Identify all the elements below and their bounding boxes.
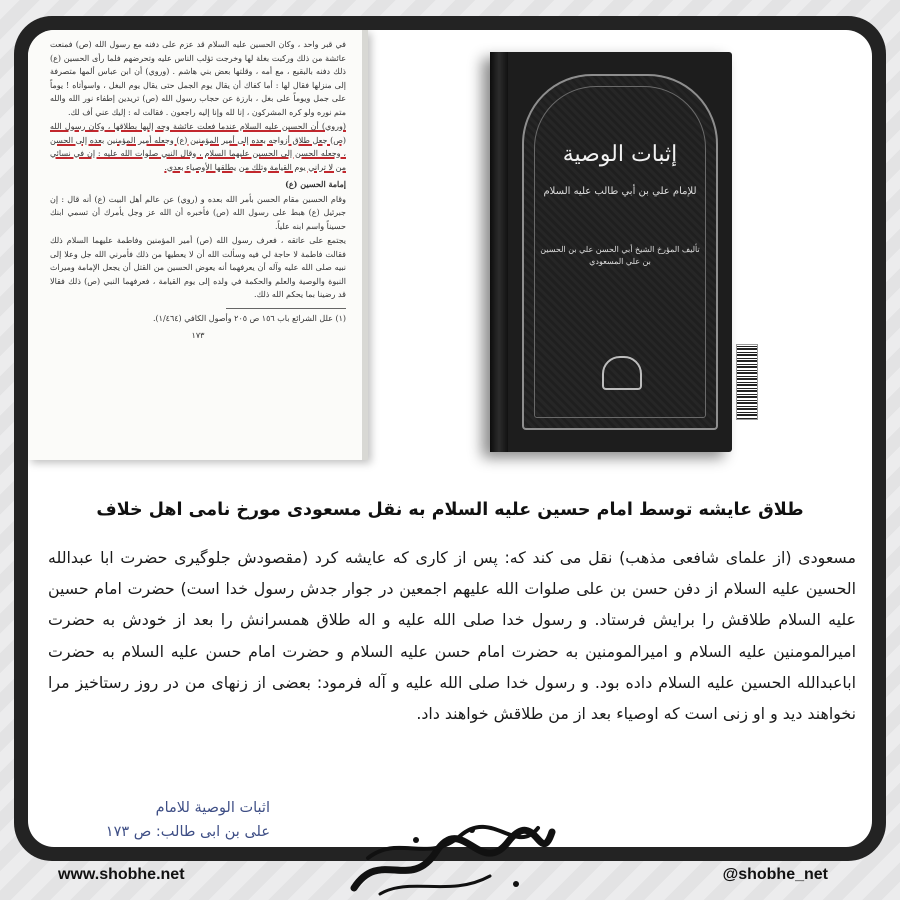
- library-barcode-sticker: [736, 344, 758, 420]
- cover-title: إثبات الوصية: [562, 142, 678, 167]
- page-paragraph-1: في قبر واحد ، وكان الحسين عليه السلام قد عزم على دفنه مع رسول الله (ص) فمنعت عائشة من ذلك وركبت بغلة لها وخرجت تؤلب الناس عليه وتحرضهم فلما رأى الحسين (ع) ذلك دفنه بالبقيع ، مع أمه ، وقلتها بعض بني هاشم . (وروي) أن ابن عباس ألمها متصرفة إلى منزلها فقال لها : أما كفاك أن يقال يوم الجمل حتى يقال يوم البغل ، واسوأتاه ! يوماً على جمل ويوماً على بغل ، بارزة عن حجاب رسول الله (ص) تريدين إطفاء نور الله والله متم نوره ولو كره المشركون ، إنا لله وإنا إليه راجعون . فقالت له : إليك عني أف لك.: [50, 40, 346, 117]
- page-footnote: (١) علل الشرائع باب ١٥٦ ص ٢٠٥ وأصول الكافي (١/٤٦٤).: [152, 313, 346, 323]
- content-panel: [28, 30, 872, 847]
- cover-subtitle-line: للإمام علي بن أبي طالب عليه السلام: [543, 186, 697, 197]
- page-paragraph-underlined: (وروي) أن الحسين عليه السلام عندما فعلت عائشة وجه إليها بطلاقها ، وكان رسول الله (ص) جعل طلاق أزواجه بعده إلى أمير المؤمنين (ع) وجعله أمير المؤمنين بعده إلى الحسن ، وجعله الحسن إلى الحسين عليهما السلام ، وقال النبي صلوات الله عليه : إن في نسائي من لا تراني يوم القيامة وتلك من يطلقها الأوصياء بعدي.: [50, 122, 346, 172]
- cover-ornament-frame: [522, 74, 718, 430]
- cover-subtitle: [524, 184, 716, 268]
- publisher-emblem-icon: [602, 356, 642, 390]
- book-cover: [490, 52, 732, 452]
- book-spine: [490, 52, 508, 452]
- article-heading: طلاق عایشه توسط امام حسین علیه السلام به نقل مسعودی مورخ نامی اهل خلاف: [96, 500, 804, 520]
- social-handle[interactable]: @shobhe_net: [722, 866, 828, 883]
- website-link[interactable]: www.shobhe.net: [58, 866, 185, 883]
- footnote-rule: [226, 308, 346, 309]
- page-section-title: إمامة الحسين (ع): [285, 179, 346, 189]
- scanned-book-page: [28, 30, 368, 460]
- cover-author-block: تأليف المؤرخ الشيخ أبي الحسن علي بن الحسين بن علي المسعودي: [540, 245, 700, 266]
- page-paragraph-4: يجتمع على عاتقه ، فعرف رسول الله (ص) أمير المؤمنين وفاطمة عليهما السلام ذلك فقالت فاطمة لا حاجة لي فيه وسألت الله أن لا يعطيها من ذلك فأمرني الله جل وعلا إلى نبيه صلى الله عليه وآله أن يعرفهما أنه يعوض الحسين من القتل أن يجعل الإمامة وميراث النبوة والوصية والعلم والحكمة في ولده إلى يوم القيامة ، فعرفهما النبي (ص) ذلك فقالا قد رضينا بما يحكم الله ذلك.: [50, 236, 346, 299]
- source-line-1: اثبات الوصیة للامام: [155, 800, 270, 816]
- shobhe-calligraphy-logo: [340, 818, 560, 900]
- page-paragraph-3: وقام الحسين مقام الحسن بأمر الله بعده و (روي) عن عالم أهل البيت (ع) أنه قال : إن جبرئيل (ع) هبط على رسول الله (ص) فأخبره أن الله عز وجل يأمرك أن تسمي ابنك حسيناً واسم ابنه علياً.: [50, 194, 346, 231]
- source-citation: [60, 796, 270, 844]
- article-body: مسعودی (از علمای شافعی مذهب) نقل می کند که: پس از کاری که عایشه کرد (مقصودش جلوگیری حضرت ابا عبدالله الحسین علیه السلام از دفن حسن بن علی صلوات الله علیهم اجمعین در جوار جدش رسول خدا است) حضرت امام حسین علیه السلام طلاقش را برایش فرستاد. و رسول خدا صلی الله علیه و اله طلاق همسرانش را بعد از خودش به حضرت امیرالمومنین علیه السلام و امیرالمومنین به حضرت امام حسن علیه السلام و حضرت امام حسن علیه السلام به حضرت اباعبدالله الحسین علیه السلام داده بود. و رسول خدا صلی الله علیه و آله فرمود: بعضی از زنهای من در روز رستاخیز مرا نخواهند دید و او زنی است که اوصیاء بعد از من طلاقش خواهند داد.: [48, 548, 856, 724]
- source-line-2: علی بن ابی طالب: ص ۱۷۳: [105, 824, 270, 840]
- page-number: ١٧٣: [191, 331, 205, 340]
